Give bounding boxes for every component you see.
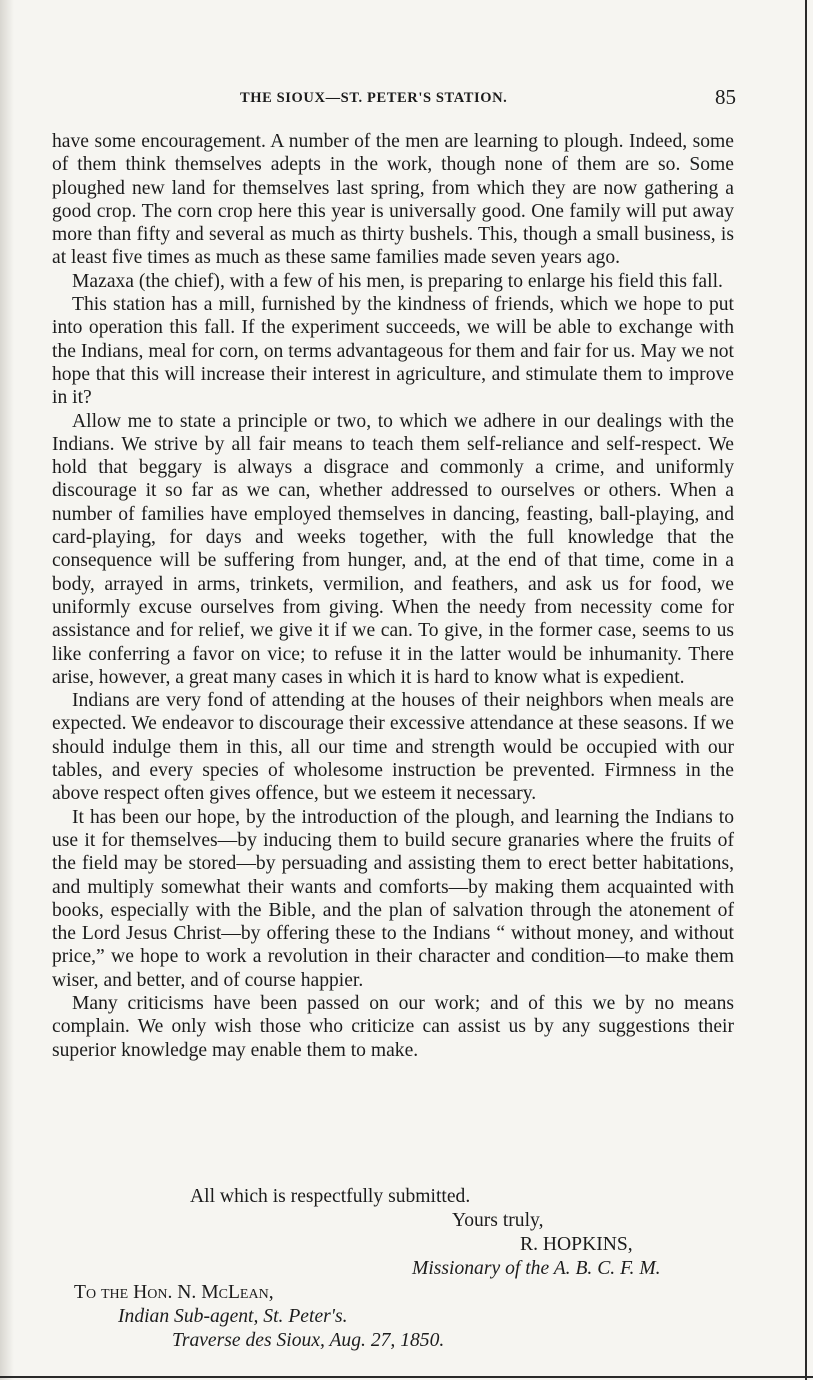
paragraph: Indians are very fond of attending at the houses of their neighbors when meals are expected. We endeavor to discourage their excessive attendance at these seasons. If we should indulge them in this, all our time and strength would be occupied with our tables, and every species of wholesome instruction be prevented. Firmness in the above respect often gives offence, but we esteem it necessary.	[52, 690, 734, 805]
addressee-role: Indian Sub-agent, St. Peter's.	[118, 1306, 348, 1327]
signatory-title: Missionary of the A. B. C. F. M.	[412, 1258, 661, 1279]
letter-body	[52, 130, 734, 1062]
page-header	[240, 85, 736, 112]
page-right-border	[805, 0, 807, 1380]
paragraph-continued: have some encouragement. A number of the men are learning to plough. Indeed, some of them think themselves adepts in the work, though none of them are so. Some ploughed new land for themselves last spring, from which they are now gathering a good crop. The corn crop here this year is universally good. One family will put away more than fifty and several as much as thirty bushels. This, though a small business, is at least five times as much as these same families made seven years ago.	[52, 131, 734, 269]
paragraph: Mazaxa (the chief), with a few of his men, is preparing to enlarge his field this fall.	[72, 270, 723, 292]
page-bottom-border	[0, 1376, 813, 1378]
running-head: THE SIOUX—ST. PETER'S STATION.	[240, 90, 508, 106]
signature: R. HOPKINS,	[520, 1234, 633, 1255]
salutation: Yours truly,	[452, 1210, 544, 1231]
place-and-date: Traverse des Sioux, Aug. 27, 1850.	[172, 1330, 445, 1351]
paragraph: It has been our hope, by the introduction of the plough, and learning the Indians to use it for themselves—by inducing them to build secure granaries where the fruits of the field may be stored—by persuading and assisting them to erect better habitations, and multiply somewhat their wants and comforts—by making them acquainted with books, especially with the Bible, and the plan of salvation through the atonement of the Lord Jesus Christ—by offering these to the Indians “ without money, and without price,” we hope to work a revolution in their character and condition—to make them wiser, and better, and of course happier.	[52, 806, 734, 991]
paragraph: Allow me to state a principle or two, to which we adhere in our dealings with the Indians. We strive by all fair means to teach them self-reliance and self-respect. We hold that beggary is always a disgrace and commonly a crime, and uniformly discourage it so far as we can, whether addressed to ourselves or others. When a number of families have employed themselves in dancing, feasting, ball-playing, and card-playing, for days and weeks together, with the full knowledge that the consequence will be suffering from hunger, and, at the end of that time, come in a body, arrayed in arms, trinkets, vermilion, and feathers, and ask us for food, we uniformly excuse ourselves from giving. When the needy from necessity come for assistance and for relief, we give it if we can. To give, in the former case, seems to us like conferring a favor on vice; to refuse it in the latter would be inhumanity. There arise, however, a great many cases in which it is hard to know what is expedient.	[52, 410, 734, 688]
paragraph: This station has a mill, furnished by the kindness of friends, which we hope to put into operation this fall. If the experiment succeeds, we will be able to exchange with the Indians, meal for corn, on terms advantageous for them and fair for us. May we not hope that this will increase their interest in agriculture, and stimulate them to improve in it?	[52, 294, 734, 409]
page-edge-shadow	[0, 0, 14, 1380]
page-number: 85	[715, 85, 736, 109]
paragraph: Many criticisms have been passed on our work; and of this we by no means complain. We only wish those who criticize can assist us by any suggestions their superior knowledge may enable them to make.	[52, 992, 734, 1061]
submission-line: All which is respectfully submitted.	[190, 1186, 471, 1207]
addressee: To the Hon. N. McLean,	[74, 1282, 274, 1303]
